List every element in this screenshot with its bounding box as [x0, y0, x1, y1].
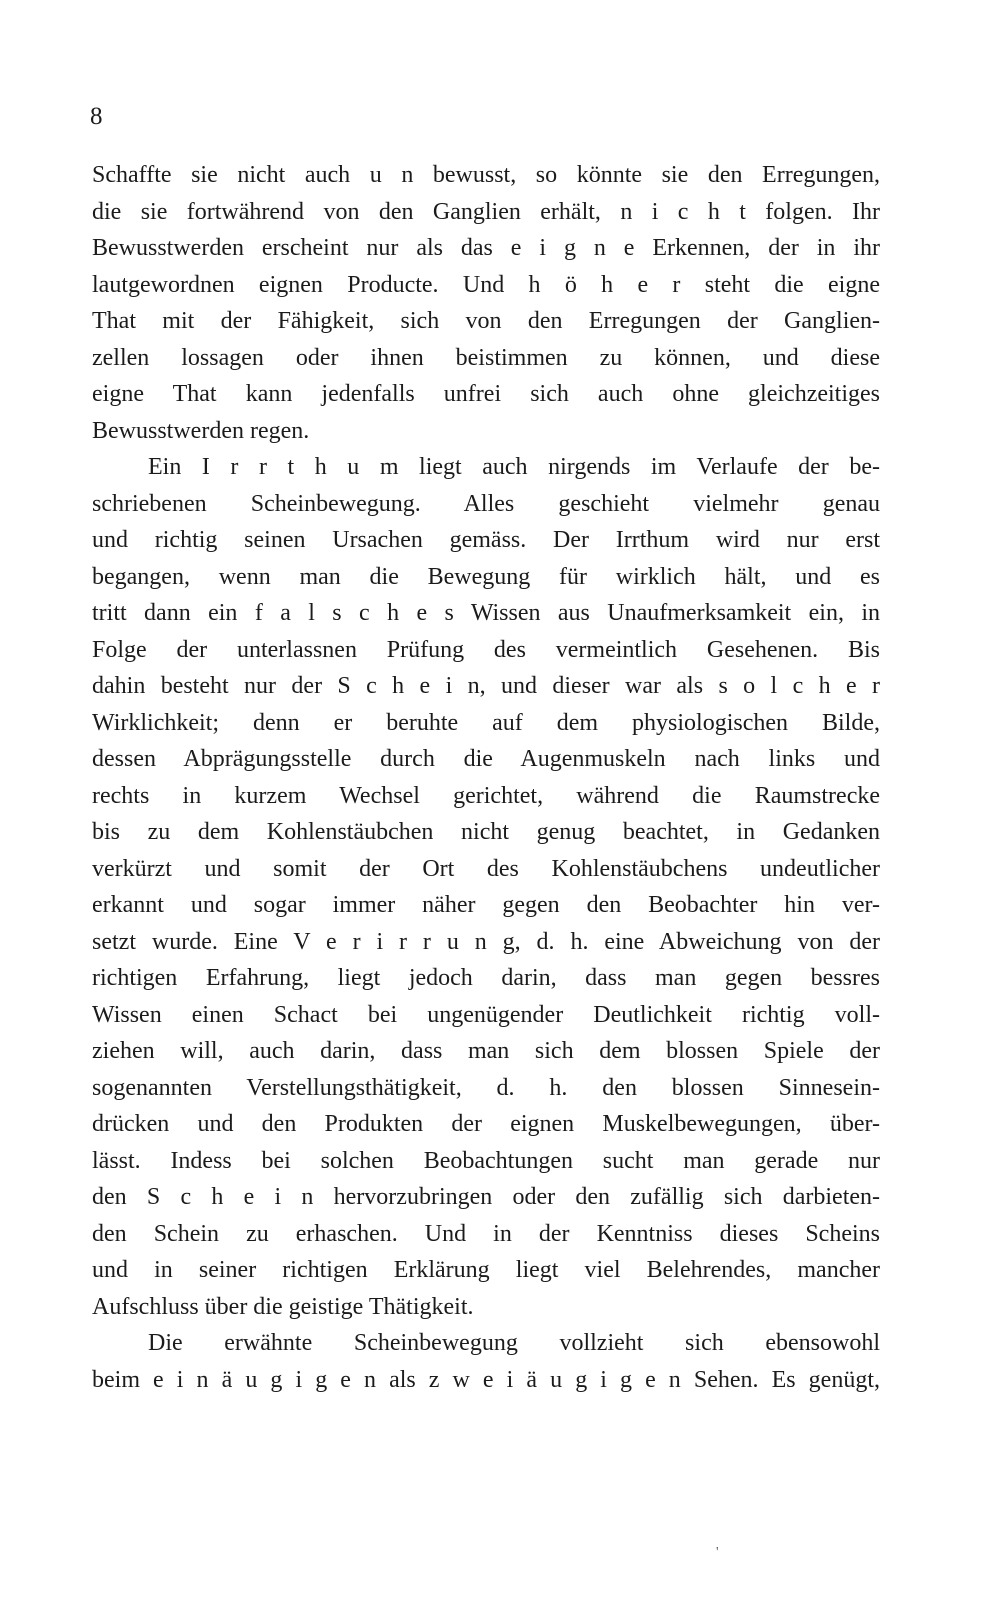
text-line: setzt wurde. Eine V e r i r r u n g, d. h. eine Abweichung von der [92, 928, 880, 955]
text-line: tritt dann ein f a l s c h e s Wissen aus Unaufmerksamkeit ein, in [92, 600, 880, 626]
text-line: Aufschluss über die geistige Thätigkeit. [92, 1293, 474, 1320]
text-line: lautgewordnen eignen Producte. Und h ö h e r steht die eigne [92, 271, 880, 298]
text-line: sogenannten Verstellungsthätigkeit, d. h. den blossen Sinnesein- [92, 1074, 880, 1101]
text-line: That mit der Fähigkeit, sich von den Erregungen der Ganglien- [92, 308, 880, 334]
text-line: erkannt und sogar immer näher gegen den Beobachter hin ver- [92, 892, 880, 918]
text-line: Bewusstwerden regen. [92, 417, 310, 444]
text-line: richtigen Erfahrung, liegt jedoch darin, dass man gegen bessres [92, 965, 880, 991]
text-line: begangen, wenn man die Bewegung für wirklich hält, und es [92, 563, 880, 590]
body-text [92, 157, 880, 1398]
text-line: verkürzt und somit der Ort des Kohlenstäubchens undeutlicher [92, 855, 880, 882]
text-line: den S c h e i n hervorzubringen oder den zufällig sich darbieten- [92, 1184, 880, 1210]
text-line: drücken und den Produkten der eignen Muskelbewegungen, über- [92, 1111, 880, 1137]
text-line: und in seiner richtigen Erklärung liegt viel Belehrendes, mancher [92, 1257, 880, 1283]
text-line: lässt. Indess bei solchen Beobachtungen sucht man gerade nur [92, 1147, 880, 1174]
text-line: eigne That kann jedenfalls unfrei sich auch ohne gleichzeitiges [92, 381, 880, 407]
text-line: die sie fortwährend von den Ganglien erhält, n i c h t folgen. Ihr [92, 198, 880, 225]
text-line: dahin besteht nur der S c h e i n, und dieser war als s o l c h e r [92, 673, 880, 699]
text-line: rechts in kurzem Wechsel gerichtet, während die Raumstrecke [92, 782, 880, 809]
text-line: den Schein zu erhaschen. Und in der Kenntniss dieses Scheins [92, 1220, 880, 1247]
text-line: beim e i n ä u g i g e n als z w e i ä u g i g e n Sehen. Es genügt, [92, 1366, 880, 1393]
text-line: dessen Abprägungsstelle durch die Augenmuskeln nach links und [92, 746, 880, 772]
text-line: Die erwähnte Scheinbewegung vollzieht sich ebensowohl [148, 1330, 880, 1356]
text-line: Bewusstwerden erscheint nur als das e i g n e Erkennen, der in ihr [92, 235, 880, 261]
print-mark: ' [716, 1545, 719, 1560]
text-line: bis zu dem Kohlenstäubchen nicht genug beachtet, in Gedanken [92, 819, 880, 845]
text-line: Wissen einen Schact bei ungenügender Deutlichkeit richtig voll- [92, 1001, 880, 1028]
text-line: und richtig seinen Ursachen gemäss. Der Irrthum wird nur erst [92, 527, 880, 553]
text-line: Schaffte sie nicht auch u n bewusst, so könnte sie den Erregungen, [92, 162, 880, 188]
text-line: ziehen will, auch darin, dass man sich dem blossen Spiele der [92, 1038, 880, 1064]
page-number: 8 [90, 103, 103, 130]
text-line: Folge der unterlassnen Prüfung des vermeintlich Gesehenen. Bis [92, 636, 880, 663]
text-line: zellen lossagen oder ihnen beistimmen zu können, und diese [92, 344, 880, 371]
text-line: schriebenen Scheinbewegung. Alles geschieht vielmehr genau [92, 490, 880, 517]
text-line: Ein I r r t h u m liegt auch nirgends im Verlaufe der be- [148, 454, 880, 480]
text-line: Wirklichkeit; denn er beruhte auf dem physiologischen Bilde, [92, 709, 880, 736]
